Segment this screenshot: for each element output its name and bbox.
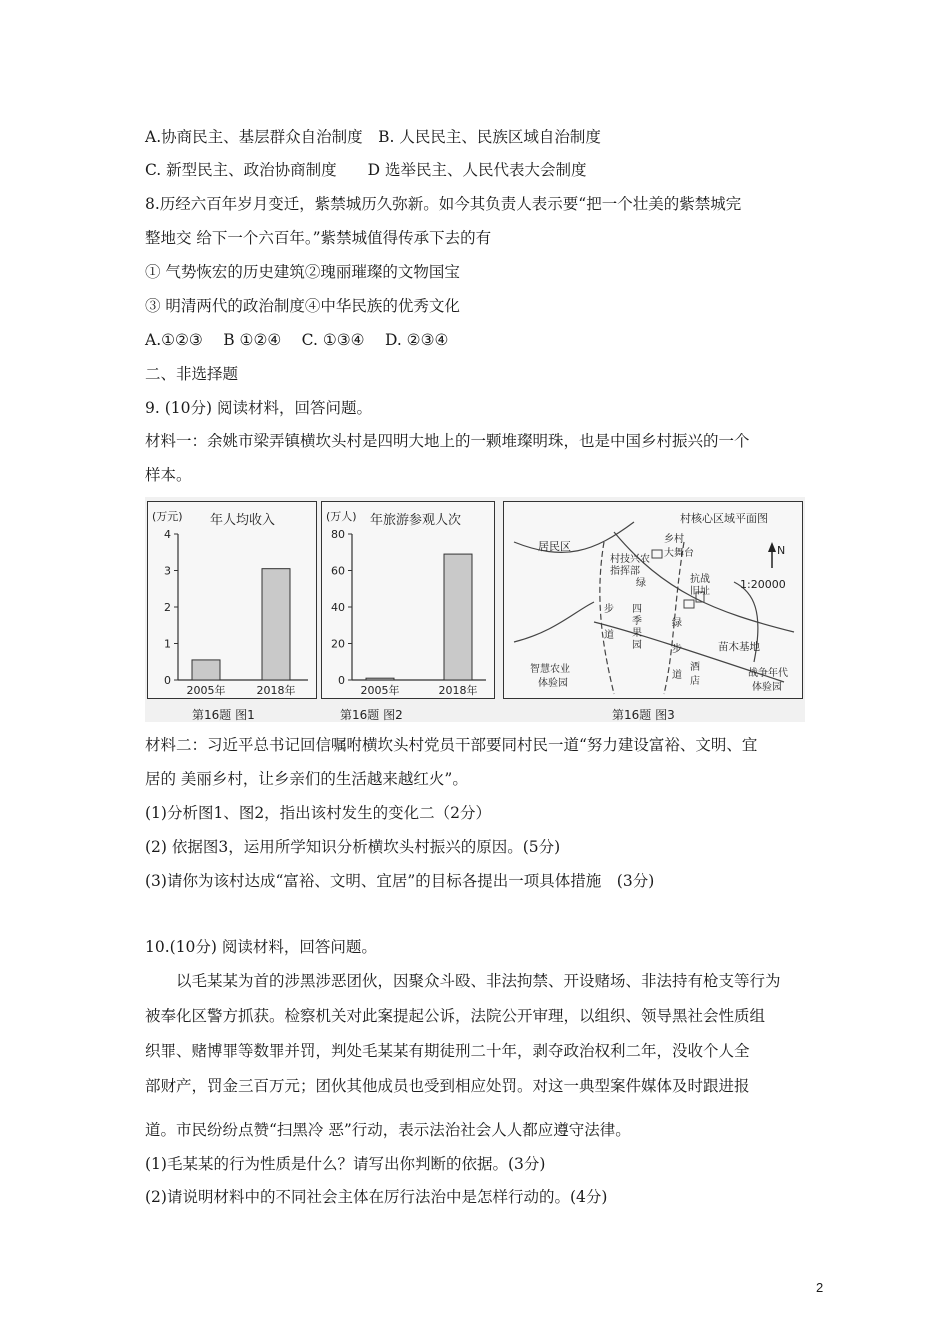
fig1-ytick-label: 4	[164, 528, 171, 541]
figure-2-chart	[322, 502, 494, 698]
line-q8-stem: 8.历经六百年岁月变迁，紫禁城历久弥新。如今其负责人表示要“把一个壮美的紫禁城完	[145, 195, 742, 213]
fig1-ytick-label: 0	[164, 674, 171, 687]
map-label-green-1: 绿	[636, 578, 646, 589]
line-q8-item-34: ③ 明清两代的政治制度④中华民族的优秀文化	[145, 297, 460, 315]
figure-1-chart	[148, 502, 316, 698]
fig2-ylabel: (万人)	[326, 510, 357, 523]
fig1-bar-2	[262, 569, 290, 680]
line-option-cd: C. 新型民主、政治协商制度 D 选举民主、人民代表大会制度	[145, 161, 587, 179]
map-label-orchard-4: 园	[632, 640, 642, 651]
fig1-category-label: 2005年	[186, 684, 226, 697]
fig2-ytick-label: 20	[331, 637, 345, 651]
line-q10-title: 10.(10分) 阅读材料，回答问题。	[145, 938, 377, 956]
line-q10-sub-2: (2)请说明材料中的不同社会主体在厉行法治中是怎样行动的。(4分)	[145, 1188, 608, 1206]
map-scale: 1:20000	[740, 578, 786, 591]
fig1-ylabel: (万元)	[152, 510, 183, 523]
map-label-walk-1: 步	[604, 604, 614, 615]
map-label-walk-2: 步	[672, 644, 682, 655]
fig1-ytick-label: 1	[164, 637, 171, 651]
map-label-war-site-2: 旧址	[690, 586, 710, 597]
map-label-agri-tech: 村技兴农	[610, 554, 650, 565]
figure-2-caption: 第16题 图2	[340, 708, 403, 722]
map-label-war-site-1: 抗战	[690, 574, 710, 585]
fig1-bar-1	[192, 660, 220, 680]
map-label-hotel-1: 酒	[690, 662, 700, 673]
fig2-ytick-label: 80	[331, 528, 345, 541]
figure-3-map	[504, 502, 802, 698]
line-q9-sub-3: (3)请你为该村达成“富裕、文明、宜居”的目标各提出一项具体措施 (3分)	[145, 872, 655, 890]
line-material-2b: 居的 美丽乡村，让乡亲们的生活越来越红火”。	[145, 770, 468, 788]
map-label-green-2: 绿	[672, 618, 682, 629]
fig1-title: 年人均收入	[210, 513, 276, 528]
map-road-6	[514, 602, 594, 642]
figure-1-caption: 第16题 图1	[192, 708, 255, 722]
map-label-orchard-1: 四	[632, 604, 642, 615]
map-label-stage: 大舞台	[664, 548, 694, 559]
line-q9-sub-1: (1)分析图1、图2，指出该村发生的变化二（2分）	[145, 804, 492, 822]
line-q8-options: A.①②③ B ①②④ C. ①③④ D. ②③④	[145, 331, 449, 349]
map-label-road-1: 道	[604, 630, 614, 641]
map-title: 村核心区域平面图	[680, 512, 768, 525]
line-q10-para-5: 道。市民纷纷点赞“扫黑冷 恶”行动，表示法治社会人人都应遵守法律。	[145, 1121, 631, 1139]
map-road-1	[514, 522, 634, 552]
map-label-hotel-2: 店	[690, 676, 700, 687]
figure-strip	[145, 497, 805, 722]
line-q10-para-2: 被奉化区警方抓获。检察机关对此案提起公诉，法院公开审理，以组织、领导黑社会性质组	[145, 1007, 766, 1025]
map-label-war-exp-2: 体验园	[752, 682, 782, 693]
map-label-road-2: 道	[672, 670, 682, 681]
fig2-bar-2	[444, 554, 472, 680]
map-label-orchard-2: 季	[632, 616, 642, 627]
line-q9-title: 9. (10分) 阅读材料，回答问题。	[145, 399, 372, 417]
fig2-ytick-label: 40	[331, 601, 345, 614]
map-label-village: 乡村	[664, 534, 684, 545]
figure-2-frame	[321, 501, 495, 722]
north-arrowhead-icon	[768, 542, 776, 552]
map-label-nursery: 苗木基地	[718, 641, 760, 653]
fig1-ytick-label: 3	[164, 564, 171, 578]
page-number: 2	[816, 1280, 824, 1295]
line-material-1b: 样本。	[145, 466, 192, 484]
figure-3-frame	[503, 501, 803, 722]
map-label-hq: 指挥部	[610, 566, 640, 577]
line-q10-para-1: 以毛某某为首的涉黑涉恶团伙，因聚众斗殴、非法拘禁、开设赌场、非法持有枪支等行为	[145, 972, 781, 990]
section-heading: 二、非选择题	[145, 365, 239, 383]
line-q10-para-3: 织罪、赌博罪等数罪并罚，判处毛某某有期徒刑二十年，剥夺政治权利二年，没收个人全	[145, 1042, 750, 1060]
map-label-war-exp-1: 战争年代	[748, 668, 788, 679]
line-material-1: 材料一：余姚市梁弄镇横坎头村是四明大地上的一颗堆璨明珠，也是中国乡村振兴的一个	[145, 432, 750, 450]
map-building-2	[684, 600, 694, 608]
fig2-ytick-label: 60	[331, 564, 345, 578]
map-label-orchard-3: 果	[632, 628, 642, 639]
map-north-label: N	[777, 544, 786, 557]
map-building-1	[652, 550, 662, 558]
line-q8-item-12: ① 气势恢宏的历史建筑②瑰丽璀璨的文物国宝	[145, 263, 460, 281]
figure-3-caption: 第16题 图3	[612, 708, 675, 722]
fig2-title: 年旅游参观人次	[370, 513, 462, 528]
line-q10-sub-1: (1)毛某某的行为性质是什么？请写出你判断的依据。(3分)	[145, 1155, 546, 1173]
line-q8-stem-2: 整地交 给下一个六百年。”紫禁城值得传承下去的有	[145, 229, 492, 247]
map-label-smart-agri-2: 体验园	[538, 678, 568, 689]
fig1-category-label: 2018年	[256, 684, 296, 697]
fig1-ytick-label: 2	[164, 601, 171, 614]
line-option-ab: A.协商民主、基层群众自治制度 B. 人民民主、民族区域自治制度	[145, 128, 601, 146]
figure-1-frame	[147, 501, 317, 722]
fig2-category-label: 2005年	[360, 684, 400, 697]
fig2-ytick-label: 0	[338, 674, 345, 687]
map-label-smart-agri-1: 智慧农业	[530, 664, 570, 675]
line-q10-para-4: 部财产，罚金三百万元；团伙其他成员也受到相应处罚。对这一典型案件媒体及时跟进报	[145, 1077, 750, 1095]
map-label-residential: 居民区	[538, 540, 571, 553]
line-material-2: 材料二：习近平总书记回信嘱咐横坎头村党员干部要同村民一道“努力建设富裕、文明、宜	[145, 736, 758, 754]
fig2-bar-1	[366, 678, 394, 680]
line-q9-sub-2: (2) 依据图3，运用所学知识分析横坎头村振兴的原因。(5分)	[145, 838, 561, 856]
fig2-category-label: 2018年	[438, 684, 478, 697]
